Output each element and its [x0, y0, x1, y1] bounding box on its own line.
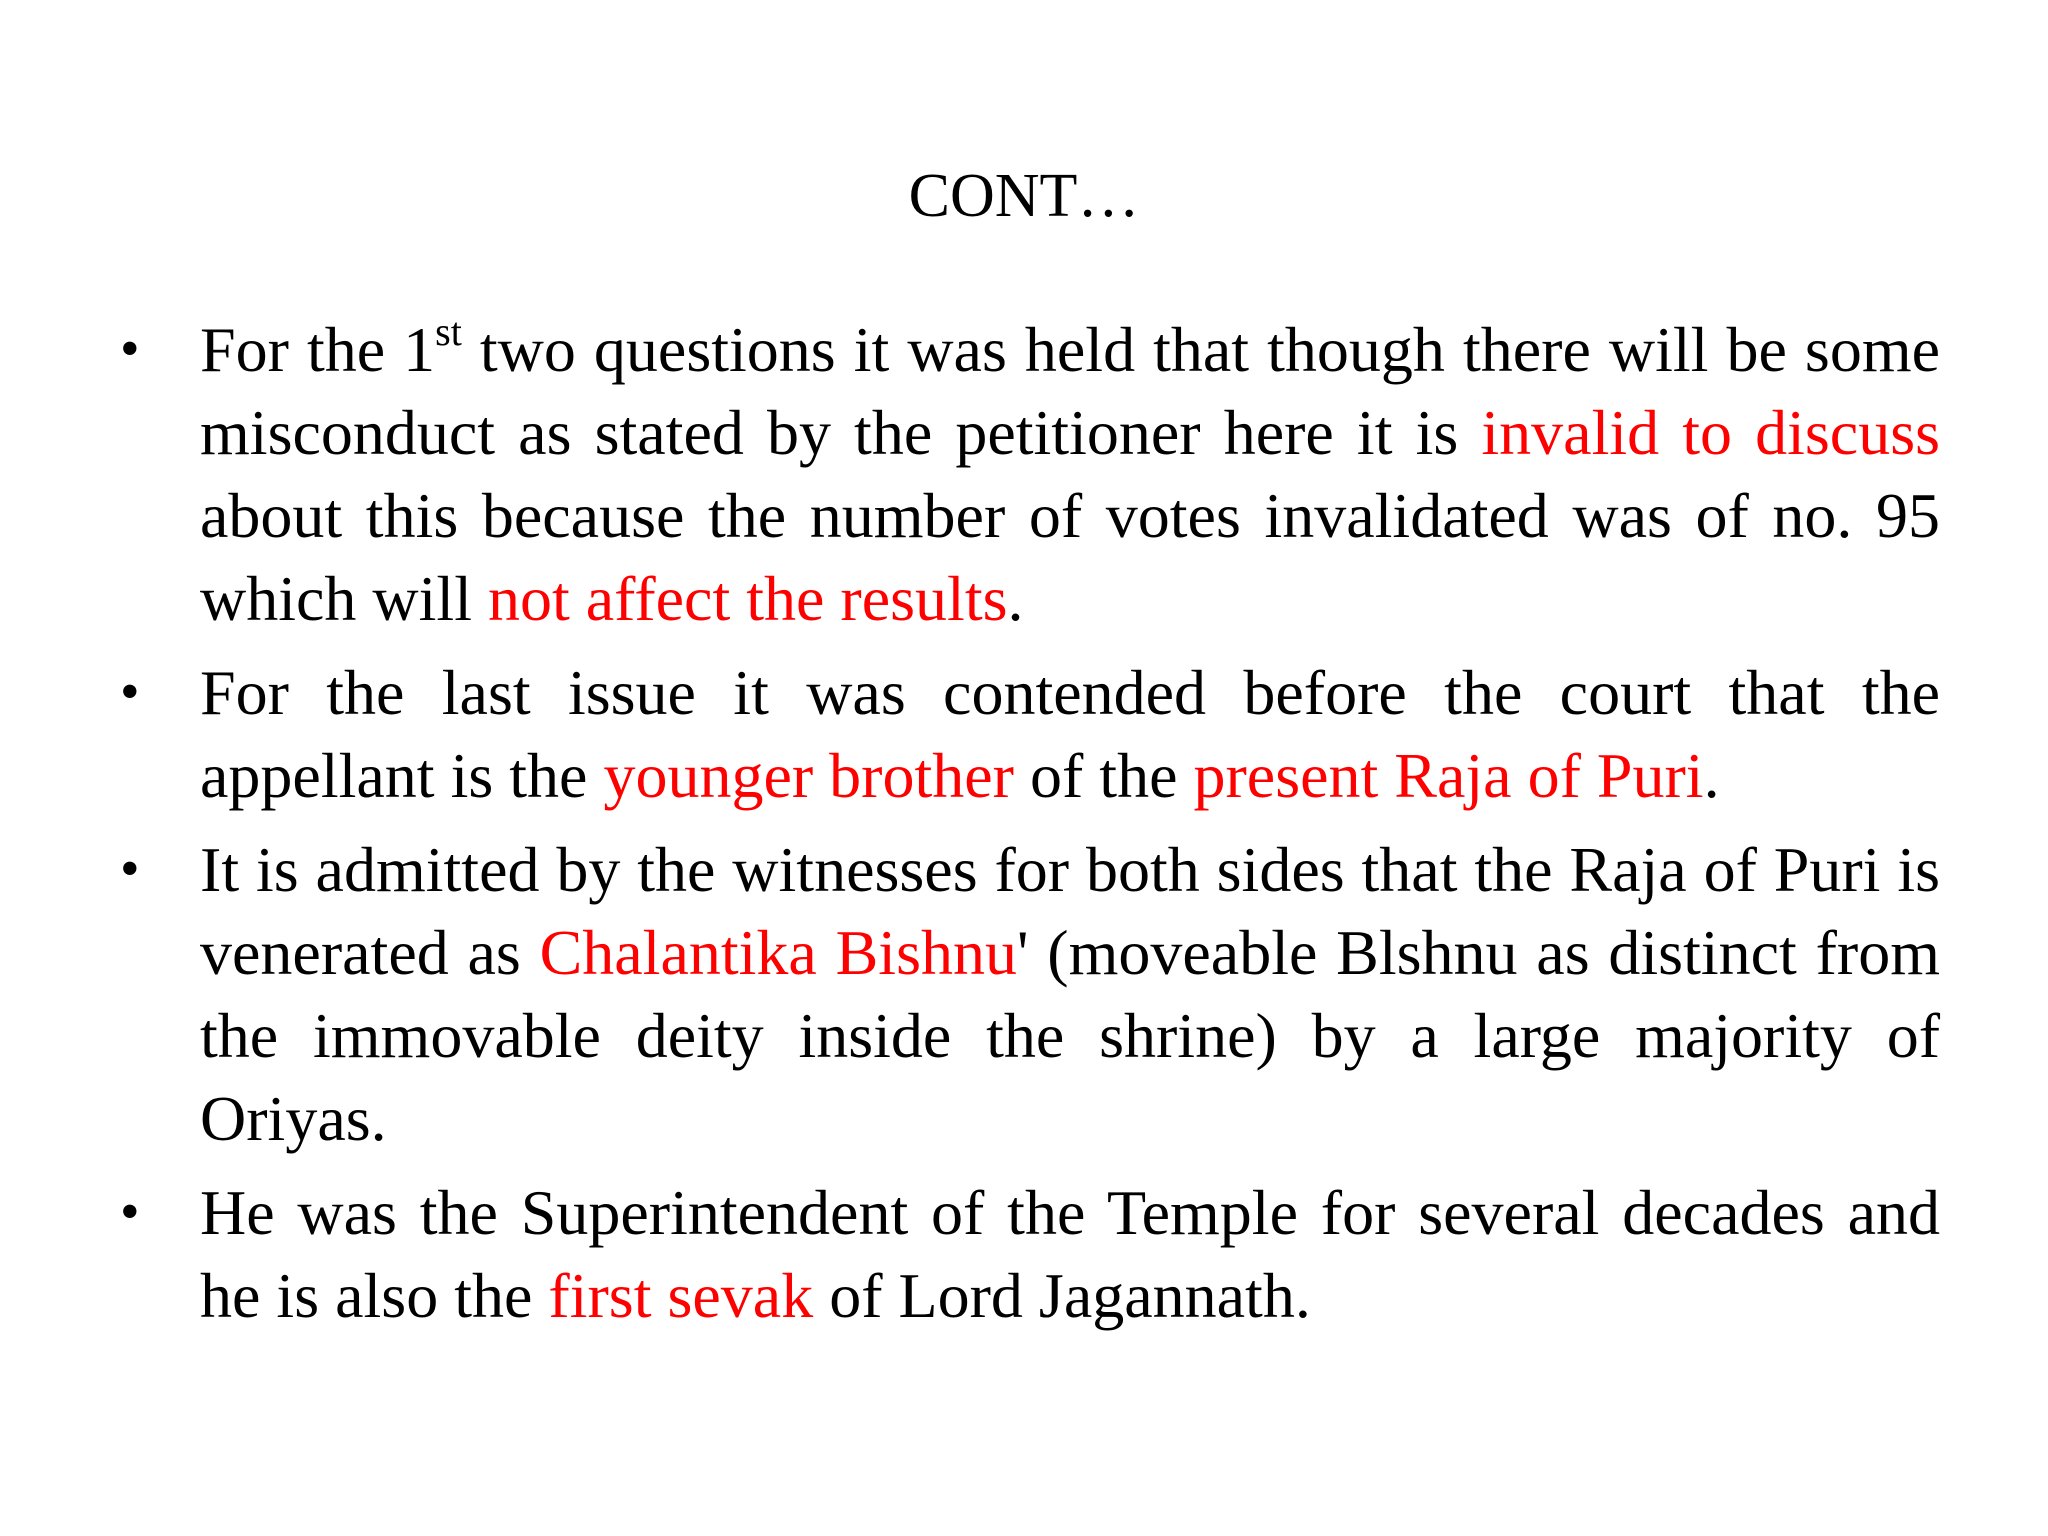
bullet-1-text-b: two questions it was held that though there will be some misconduct as stated by the petitioner here it is	[200, 314, 1941, 468]
bullet-4-text-b: of Lord Jagannath.	[813, 1260, 1311, 1331]
bullet-4-text-a: He was the Superintendent of the Temple for several decades and he is also the	[200, 1177, 1940, 1331]
bullet-item-2	[120, 651, 1940, 817]
bullet-list	[120, 308, 1941, 1348]
bullet-dot-icon: •	[120, 1181, 140, 1243]
bullet-item-4	[120, 1171, 1940, 1337]
highlight-not-affect-results: not affect the results	[487, 563, 1008, 634]
bullet-2-text-a: For the last issue it was contended before the court that the appellant is the	[200, 657, 1940, 811]
bullet-item-1	[120, 308, 1941, 640]
ordinal-suffix: st	[435, 308, 462, 354]
highlight-present-raja-of-puri: present Raja of Puri	[1193, 740, 1704, 811]
highlight-first-sevak: first sevak	[548, 1260, 814, 1331]
bullet-3-text-b: ' (moveable Blshnu as distinct from the immovable deity inside the shrine) by a large majority of Oriyas.	[200, 917, 1941, 1154]
bullet-dot-icon: •	[120, 661, 140, 723]
highlight-younger-brother: younger brother	[603, 740, 1014, 811]
bullet-2-text-c: .	[1703, 740, 1720, 811]
highlight-chalantika-bishnu: Chalantika Bishnu	[539, 917, 1017, 988]
bullet-item-3	[120, 828, 1941, 1160]
highlight-invalid-to-discuss: invalid to discuss	[1481, 397, 1941, 468]
bullet-dot-icon: •	[120, 838, 140, 900]
bullet-1-text-d: .	[1007, 563, 1024, 634]
bullet-2-text-b: of the	[1013, 740, 1194, 811]
bullet-3-text-a: It is admitted by the witnesses for both sides that the Raja of Puri is venerated as	[200, 834, 1940, 988]
bullet-1-text-a: For the 1	[200, 314, 436, 385]
bullet-dot-icon: •	[120, 318, 140, 380]
slide-title: CONT…	[908, 162, 1140, 230]
bullet-1-text-c: about this because the number of votes invalidated was of no. 95 which will	[200, 480, 1940, 634]
